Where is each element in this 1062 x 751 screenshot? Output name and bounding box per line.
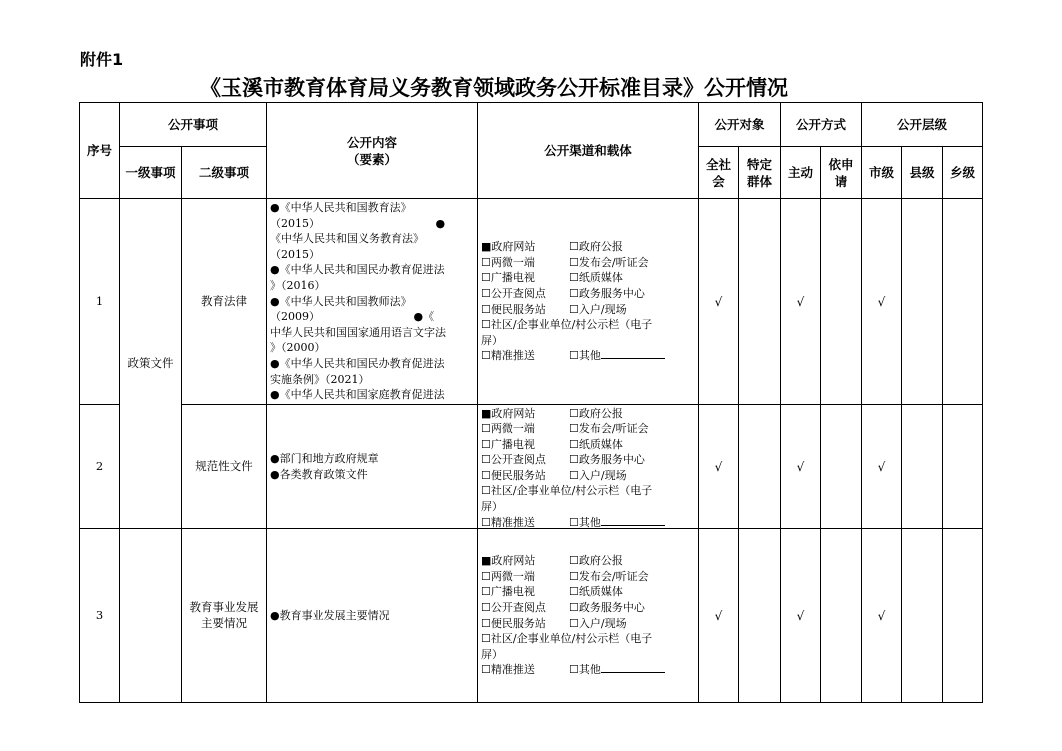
check-level-city: √ [862,405,902,529]
channel-print-media: ☐纸质媒体 [569,585,623,599]
channel-service-center: ☐政务服务中心 [569,600,645,614]
content-line: 》（2016） [270,278,326,292]
content-line: ●《中华人民共和国民办教育促进法 [270,263,445,277]
channel-public-reading-point: ☐公开查阅点 [481,286,546,300]
channel-print-media: ☐纸质媒体 [569,437,623,451]
content-line: （2015） [270,247,320,261]
channel-door-to-door: ☐入户/现场 [569,616,627,630]
channel-other-blank [601,662,665,673]
channel-other-blank [601,515,665,526]
channel-service-center: ☐政务服务中心 [569,453,645,467]
row-seq: 1 [80,199,120,405]
content-line: ●部门和地方政府规章 [270,451,379,465]
row-channels [478,199,699,405]
row-level1-empty [120,529,182,703]
channel-service-station: ☐便民服务站 [481,468,546,482]
header-target-specific-line2: 群体 [746,173,772,189]
header-content-line1: 公开内容 [346,134,397,150]
header-target-group: 公开对象 [699,103,781,147]
channel-bulletin-board-cont: 屏） [481,333,503,347]
empty-target-specific [739,199,781,405]
header-target-all-line2: 会 [712,173,725,189]
channel-service-station: ☐便民服务站 [481,302,546,316]
channel-service-center: ☐政务服务中心 [569,286,645,300]
empty-level-town [943,529,983,703]
content-line: ●《中华人民共和国民办教育促进法 [270,356,445,370]
header-level-county: 县级 [902,147,943,199]
header-method-group: 公开方式 [781,103,862,147]
header-item-group: 公开事项 [120,103,267,147]
channel-wechat-weibo-app: ☐两微一端 [481,422,535,436]
channel-gov-gazette: ☐政府公报 [569,240,623,254]
content-line: 中华人民共和国国家通用语言文字法 [270,325,446,339]
channel-bulletin-board-cont: 屏） [481,500,503,514]
row-level2 [182,529,267,703]
channel-gov-website: ■政府网站 [481,406,536,420]
channel-broadcast-tv: ☐广播电视 [481,585,535,599]
channel-other: ☐其他 [569,663,601,677]
content-line: ●《中华人民共和国教育法》 [270,201,412,214]
channel-bulletin-board: ☐社区/企事业单位/村公示栏（电子 [481,484,653,498]
content-line: ●《中华人民共和国教师法》 [270,294,412,308]
content-line: ●《中华人民共和国家庭教育促进法 [270,388,445,402]
channel-door-to-door: ☐入户/现场 [569,302,627,316]
channel-gov-gazette: ☐政府公报 [569,554,623,568]
channel-precise-push: ☐精准推送 [481,663,535,677]
row-content [267,199,478,405]
empty-method-request [821,529,862,703]
empty-method-request [821,405,862,529]
header-method-request [821,147,862,199]
empty-level-town [943,405,983,529]
content-line: （2015） ● [270,216,446,230]
row-level2-line2: 主要情况 [201,615,247,630]
table-row [80,405,983,529]
header-content-line2: （要素） [346,151,397,167]
row-content [267,405,478,529]
content-line: 《中华人民共和国义务教育法》 [270,232,424,246]
check-method-active: √ [781,199,821,405]
header-target-all-line1: 全社 [705,156,731,172]
channel-press-hearing: ☐发布会/听证会 [569,255,649,269]
channel-bulletin-board-cont: 屏） [481,647,503,661]
check-method-active: √ [781,529,821,703]
channel-bulletin-board: ☐社区/企事业单位/村公示栏（电子 [481,318,653,332]
channel-broadcast-tv: ☐广播电视 [481,437,535,451]
header-channels: 公开渠道和载体 [478,103,699,199]
header-target-specific [739,147,781,199]
row-content [267,529,478,703]
channel-public-reading-point: ☐公开查阅点 [481,600,546,614]
channel-other: ☐其他 [569,515,601,528]
channel-press-hearing: ☐发布会/听证会 [569,569,649,583]
channel-other: ☐其他 [569,349,601,363]
channel-precise-push: ☐精准推送 [481,515,535,528]
row-level2: 规范性文件 [182,405,267,529]
header-content [267,103,478,199]
empty-level-county [902,199,943,405]
row-level1: 政策文件 [120,199,182,529]
channel-precise-push: ☐精准推送 [481,349,535,363]
empty-target-specific [739,529,781,703]
channel-gov-website: ■政府网站 [481,554,536,568]
header-method-active: 主动 [781,147,821,199]
check-target-all: √ [699,199,739,405]
header-method-request-line1: 依申 [828,156,854,172]
channel-public-reading-point: ☐公开查阅点 [481,453,546,467]
table-row [80,199,983,405]
content-line: ●教育事业发展主要情况 [270,608,390,622]
disclosure-table [79,102,983,703]
header-target-specific-line1: 特定 [746,156,772,172]
check-level-city: √ [862,529,902,703]
check-method-active: √ [781,405,821,529]
row-channels [478,529,699,703]
channel-broadcast-tv: ☐广播电视 [481,271,535,285]
row-channels [478,405,699,529]
header-target-all [699,147,739,199]
header-seq: 序号 [80,103,120,199]
channel-service-station: ☐便民服务站 [481,616,546,630]
header-level-city: 市级 [862,147,902,199]
row-level2: 教育法律 [182,199,267,405]
header-level2: 二级事项 [182,147,267,199]
channel-other-blank [601,348,665,359]
channel-print-media: ☐纸质媒体 [569,271,623,285]
document-title: 《玉溪市教育体育局义务教育领域政务公开标准目录》公开情况 [200,75,788,100]
header-level-town: 乡级 [943,147,983,199]
content-line: （2009） ●《 [270,310,435,324]
header-level-group: 公开层级 [862,103,983,147]
check-target-all: √ [699,405,739,529]
channel-gov-website: ■政府网站 [481,240,536,254]
header-method-request-line2: 请 [834,173,848,189]
channel-bulletin-board: ☐社区/企事业单位/村公示栏（电子 [481,632,653,646]
content-line: 实施条例》（2021） [270,372,370,386]
header-row-1 [80,103,983,147]
content-line: 》（2000） [270,341,326,355]
table-row [80,529,983,703]
channel-press-hearing: ☐发布会/听证会 [569,422,649,436]
row-seq: 2 [80,405,120,529]
channel-door-to-door: ☐入户/现场 [569,468,627,482]
channel-wechat-weibo-app: ☐两微一端 [481,255,535,269]
empty-level-town [943,199,983,405]
empty-level-county [902,529,943,703]
content-line: ●各类教育政策文件 [270,467,368,481]
row-level2-line1: 教育事业发展 [189,600,259,614]
row-seq: 3 [80,529,120,703]
empty-method-request [821,199,862,405]
empty-target-specific [739,405,781,529]
attachment-label: 附件1 [80,50,124,69]
empty-level-county [902,405,943,529]
header-level1: 一级事项 [120,147,182,199]
check-level-city: √ [862,199,902,405]
channel-wechat-weibo-app: ☐两微一端 [481,569,535,583]
check-target-all: √ [699,529,739,703]
channel-gov-gazette: ☐政府公报 [569,406,623,420]
